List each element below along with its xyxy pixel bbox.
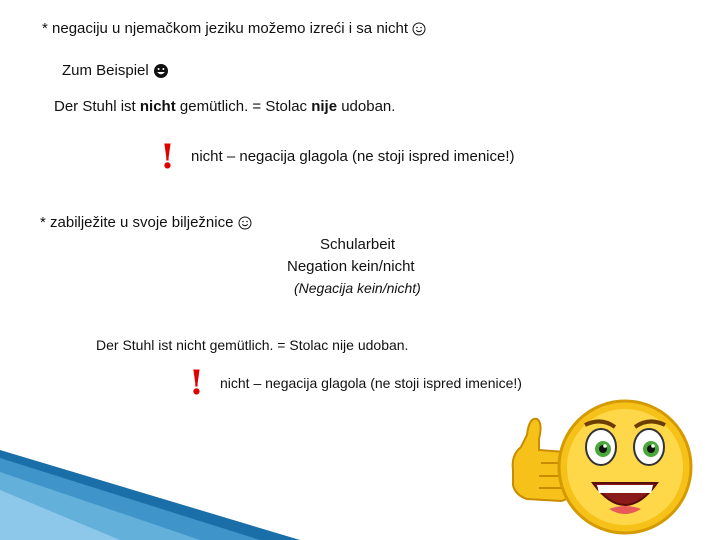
notebook-title: Schularbeit [320, 236, 396, 253]
grinning-smiley-icon [153, 63, 169, 79]
note-text: nicht – negacija glagola (ne stoji ispred imenice!) [191, 148, 515, 165]
intro-bold-word: nicht [376, 20, 408, 37]
decorative-corner-wedge [0, 450, 300, 540]
sentence-bold-nicht: nicht [139, 98, 176, 115]
sentence-bold-nije: nije [311, 98, 338, 115]
example-label: Zum Beispiel [62, 62, 149, 79]
exclamation-icon: ! [160, 137, 175, 177]
thumbs-up-emoji-icon [505, 395, 720, 540]
instruction-line [40, 214, 252, 232]
example-heading [62, 62, 169, 80]
example-sentence [54, 98, 395, 116]
smiley-icon [238, 216, 252, 230]
intro-line [42, 20, 426, 38]
notebook-sentence: Der Stuhl ist nicht gemütlich. = Stolac nije udoban. [96, 337, 409, 353]
exclamation-icon: ! [189, 363, 204, 403]
sentence-part: udoban. [337, 98, 396, 115]
smiley-icon [412, 22, 426, 36]
instruction-text: * zabilježite u svoje bilježnice [40, 214, 234, 231]
notebook-note: nicht – negacija glagola (ne stoji ispred imenice!) [220, 375, 522, 391]
sentence-part: Der Stuhl ist [54, 98, 140, 115]
notebook-subtitle: Negation kein/nicht [287, 258, 415, 275]
sentence-part: gemütlich. = Stolac [175, 98, 312, 115]
notebook-translation: (Negacija kein/nicht) [294, 280, 421, 296]
intro-text: * negaciju u njemačkom jeziku možemo izreći i sa [42, 20, 377, 37]
